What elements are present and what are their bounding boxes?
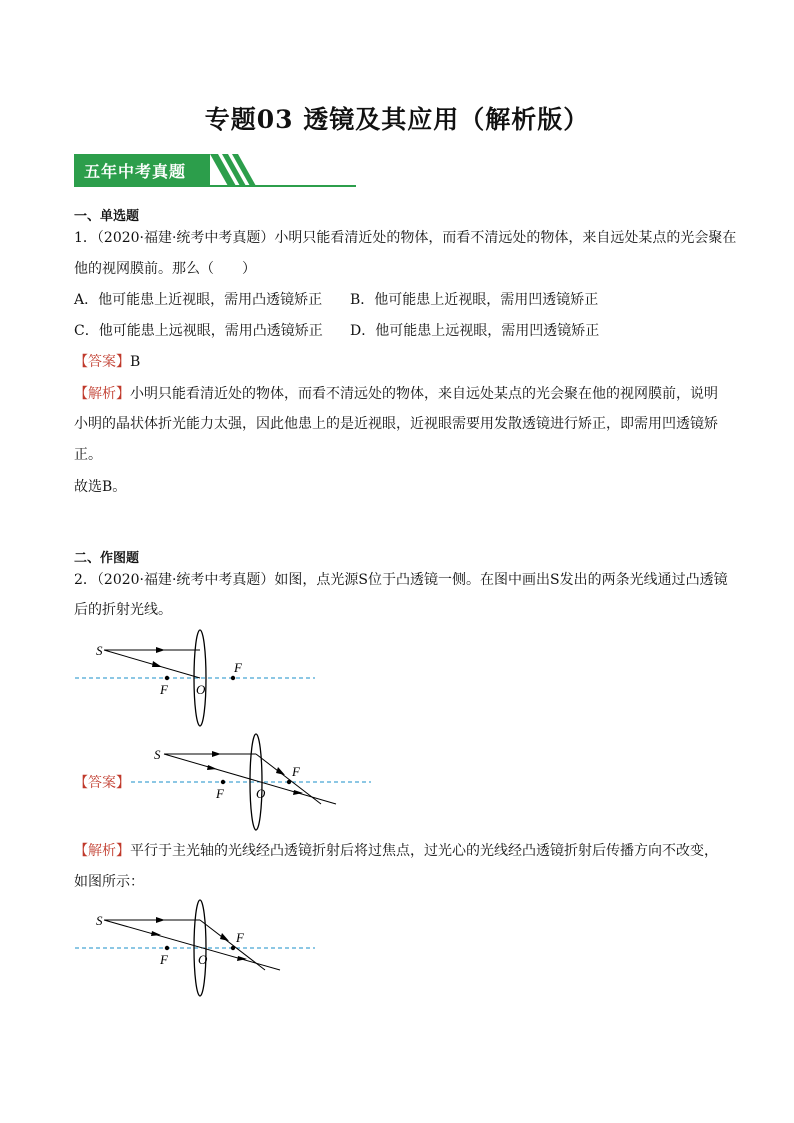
q1-analysis-line3: 正。 (74, 447, 102, 463)
banner-text: 五年中考真题 (84, 162, 187, 181)
label-o: O (198, 952, 208, 967)
q1-option-a: A．他可能患上近视眼，需用凸透镜矫正 (74, 292, 323, 308)
analysis-text: 平行于主光轴的光线经凸透镜折射后将过焦点，过光心的光线经凸透镜折射后传播方向不改变， (130, 843, 718, 859)
q2-line2: 后的折射光线。 (74, 602, 172, 618)
q1-analysis-line1 (74, 385, 718, 403)
label-f-left: F (216, 786, 224, 801)
section-banner (74, 154, 356, 188)
banner-stripes-icon (210, 154, 270, 186)
q2-analysis-line2: 如图所示： (74, 874, 144, 890)
q1-conclusion: 故选B。 (74, 479, 127, 495)
label-s: S (154, 747, 161, 762)
section-heading-single-choice: 一、单选题 (74, 209, 140, 224)
q1-answer (74, 353, 140, 371)
label-f-left: F (160, 952, 168, 967)
analysis-text: 小明只能看清近处的物体，而看不清远处的物体，来自远处某点的光会聚在他的视网膜前，说明 (130, 386, 718, 402)
section-heading-drawing: 二、作图题 (74, 551, 140, 566)
answer-label: 【答案】 (74, 354, 130, 370)
q1-option-d: D．他可能患上远视眼，需用凹透镜矫正 (350, 323, 600, 339)
banner-underline (74, 185, 356, 187)
q2-answer-label: 【答案】 (74, 775, 130, 791)
q1-line1: 1．（2020·福建·统考中考真题）小明只能看清近处的物体，而看不清远处的物体，来自远处某点的光会聚在 (74, 230, 737, 246)
page-title: 专题03 透镜及其应用（解析版） (204, 105, 590, 134)
q1-analysis-line2: 小明的晶状体折光能力太强，因此他患上的是近视眼，近视眼需要用发散透镜进行矫正，即需用凹透镜矫 (74, 416, 718, 432)
label-o: O (256, 786, 266, 801)
q1-option-c: C．他可能患上远视眼，需用凸透镜矫正 (74, 323, 323, 339)
q1-line2: 他的视网膜前。那么（ ） (74, 261, 256, 277)
label-f-right: F (236, 930, 244, 945)
label-s: S (96, 913, 103, 928)
q2-analysis-line1 (74, 842, 718, 860)
label-o: O (196, 682, 206, 697)
analysis-lens-diagram (70, 898, 320, 998)
q1-option-b: B．他可能患上近视眼，需用凹透镜矫正 (350, 292, 599, 308)
analysis-label: 【解析】 (74, 843, 130, 859)
analysis-label: 【解析】 (74, 386, 130, 402)
answer-lens-diagram (126, 732, 376, 832)
label-f-right: F (292, 764, 300, 779)
question-lens-diagram (70, 628, 320, 728)
label-f-left: F (160, 682, 168, 697)
q2-line1: 2．（2020·福建·统考中考真题）如图，点光源S位于凸透镜一侧。在图中画出S发出的两条光线通过凸透镜 (74, 572, 728, 588)
answer-value: B (130, 354, 141, 370)
label-s: S (96, 643, 103, 658)
label-f-right: F (234, 660, 242, 675)
